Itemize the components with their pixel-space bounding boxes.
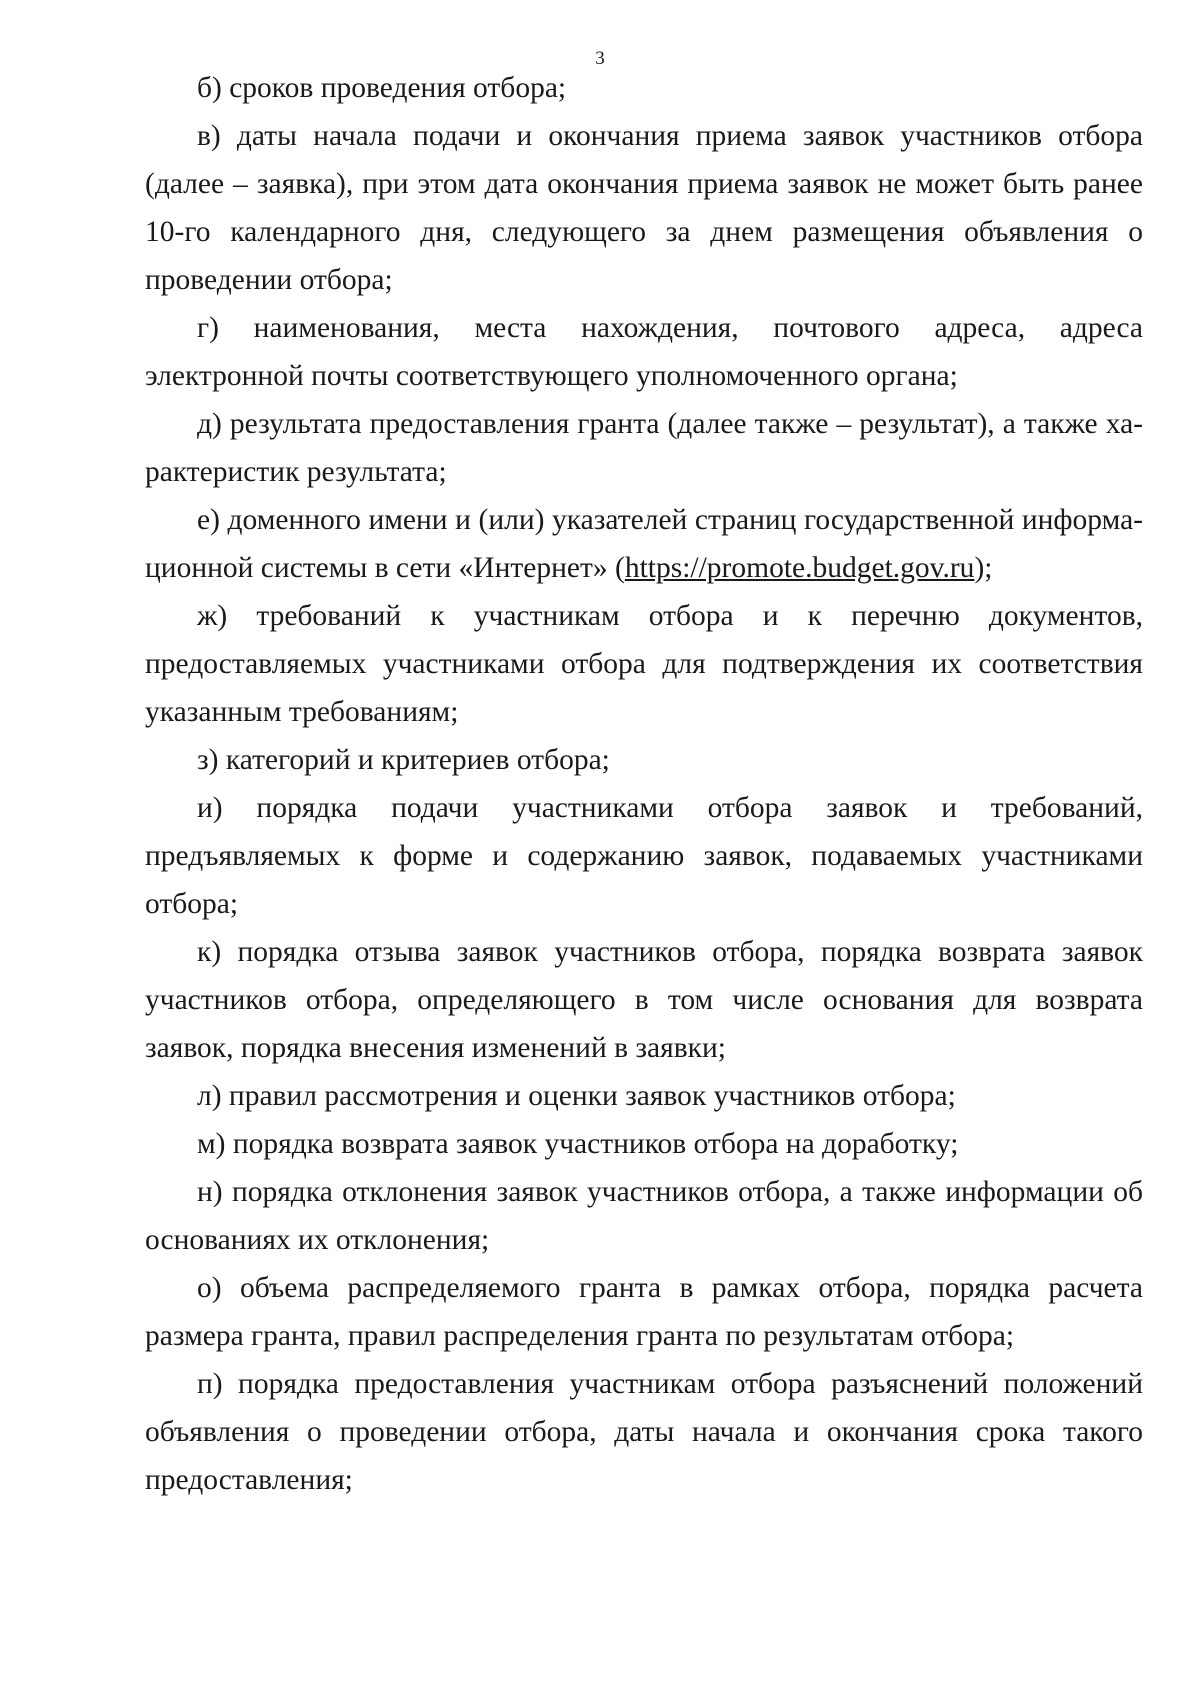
paragraph-k: к) порядка отзыва заявок участников отбора, порядка возврата заявок участников отбора, определяющего в том числе основания для возврата заявок, порядка внесения изменений в заявки; [145,936,1143,1064]
paragraph-m: м) порядка возврата заявок участников отбора на доработку; [197,1128,959,1160]
paragraph-v: в) даты начала подачи и окончания приема заявок участников отбора (далее – заявка), при этом дата окончания приема заявок не может быть ранее 10-го календарного дня, следующего за днем размещения объявления о проведении отбора; [145,120,1143,296]
paragraph-zh: ж) требований к участникам отбора и к перечню документов, предоставляемых участниками отбора для подтверждения их соответствия указанным требованиям; [145,600,1143,728]
paragraph-z: з) категорий и критериев отбора; [197,744,610,776]
paragraph-g: г) наименования, места нахождения, почтового адреса, адреса электронной почты соответствующего уполномоченного органа; [145,312,1143,392]
paragraph-d: д) результата предоставления гранта (далее также – результат), а также характеристик результата; [145,408,1143,488]
paragraph-p: п) порядка предоставления участникам отбора разъяснений положений объявления о проведении отбора, даты начала и окончания срока такого предоставления; [145,1368,1143,1496]
paragraph-l: л) правил рассмотрения и оценки заявок участников отбора; [197,1080,956,1112]
page-number: 3 [595,48,605,69]
paragraph-b: б) сроков проведения отбора; [197,72,567,104]
paragraph-n: н) порядка отклонения заявок участников отбора, а также информации об основаниях их отклонения; [145,1176,1143,1256]
paragraph-e [145,496,1143,592]
document-body [145,64,1143,1504]
paragraph-e-text-before: е) доменного имени и (или) указателей страниц государственной информационной системы в сети «Интернет» ( [145,504,1143,584]
paragraph-i: и) порядка подачи участниками отбора заявок и требований, предъявляемых к форме и содержанию заявок, подаваемых участниками отбора; [145,792,1143,920]
paragraph-e-text-after: ); [974,552,993,584]
promote-budget-link[interactable]: https://promote.budget.gov.ru [624,552,975,584]
paragraph-o: о) объема распределяемого гранта в рамках отбора, порядка расчета размера гранта, правил распределения гранта по результатам отбора; [145,1272,1143,1352]
